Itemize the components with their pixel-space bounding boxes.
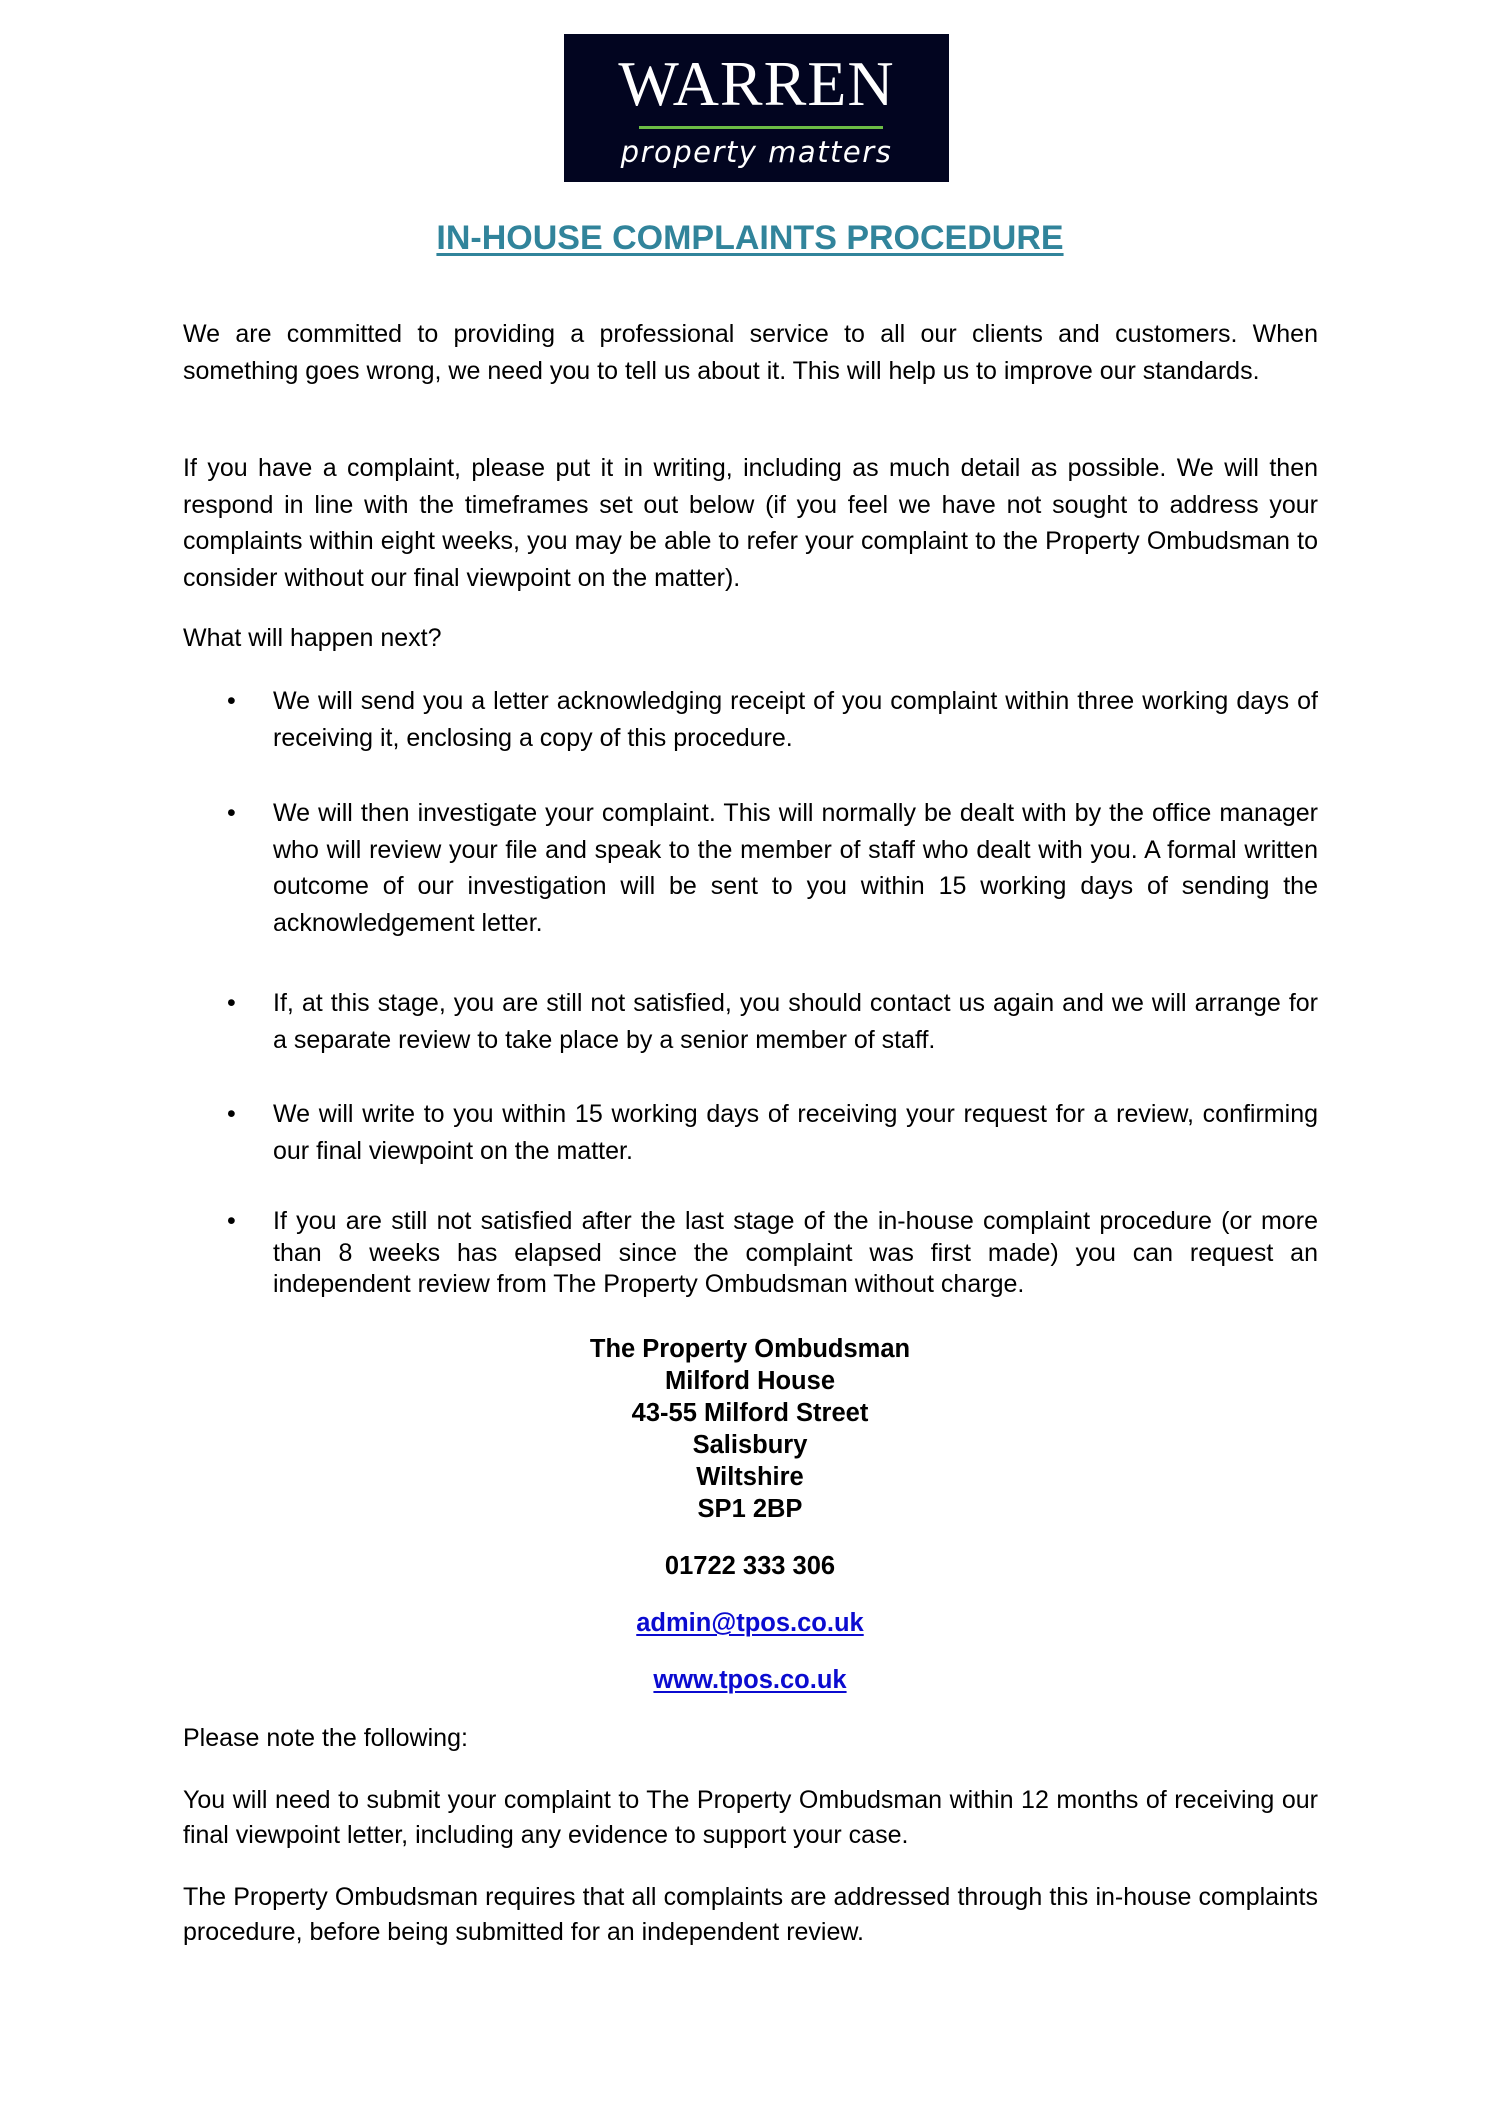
address-line: The Property Ombudsman (589, 1335, 911, 1363)
step-text: If, at this stage, you are still not satisfied, you should contact us again and we will arrange for a separate review to take place by a senior member of staff. (273, 989, 1318, 1054)
logo-tagline: property matters (620, 135, 893, 169)
step-text: If you are still not satisfied after the last stage of the in-house complaint procedure (or more than 8 weeks has elapsed since the complaint was first made) you can request an independent review from The Property Ombudsman without charge. (273, 1207, 1318, 1298)
ombudsman-email-row (0, 1607, 1500, 1639)
ombudsman-website-row (0, 1664, 1500, 1696)
step-text: We will write to you within 15 working days of receiving your request for a review, confirming our final viewpoint on the matter. (273, 1100, 1318, 1165)
step-text: We will then investigate your complaint. This will normally be dealt with by the office manager who will review your file and speak to the member of staff who dealt with you. A formal written outcome of our investigation will be sent to you within 15 working days of sending the acknowledgement letter. (273, 799, 1318, 937)
note-paragraph-1: You will need to submit your complaint to The Property Ombudsman within 12 months of receiving our final viewpoint letter, including any evidence to support your case. (183, 1786, 1318, 1849)
address-line: 43-55 Milford Street (631, 1399, 869, 1427)
note-paragraph-2: The Property Ombudsman requires that all complaints are addressed through this in-house complaints procedure, before being submitted for an independent review. (183, 1883, 1318, 1946)
page-title: IN-HOUSE COMPLAINTS PROCEDURE (436, 219, 1064, 257)
bullet-icon: • (227, 799, 236, 827)
intro-paragraph-2: If you have a complaint, please put it in writing, including as much detail as possible. We will then respond in line with the timeframes set out below (if you feel we have not sought to address your complaints within eight weeks, you may be able to refer your complaint to the Property Ombudsman to consider without our final viewpoint on the matter). (183, 454, 1318, 592)
ombudsman-phone: 01722 333 306 (664, 1552, 836, 1580)
company-logo (564, 34, 949, 182)
address-line: Milford House (665, 1367, 835, 1395)
step-text: We will send you a letter acknowledging receipt of you complaint within three working days of receiving it, enclosing a copy of this procedure. (273, 687, 1318, 752)
bullet-icon: • (227, 989, 236, 1017)
step-item-1 (227, 683, 1318, 756)
address-line: Salisbury (692, 1431, 808, 1459)
notes-heading: Please note the following: (183, 1724, 468, 1752)
bullet-icon: • (227, 1207, 236, 1235)
next-steps-heading: What will happen next? (183, 624, 442, 652)
address-line: SP1 2BP (697, 1495, 803, 1523)
logo-wordmark: WARREN (618, 48, 895, 119)
step-item-3 (227, 985, 1318, 1058)
address-line: Wiltshire (696, 1463, 804, 1491)
bullet-icon: • (227, 687, 236, 715)
step-item-5 (227, 1206, 1318, 1301)
intro-paragraph-1: We are committed to providing a professional service to all our clients and customers. When something goes wrong, we need you to tell us about it. This will help us to improve our standards. (183, 320, 1318, 385)
step-item-2 (227, 795, 1318, 941)
ombudsman-phone-row (0, 1550, 1500, 1582)
bullet-icon: • (227, 1100, 236, 1128)
ombudsman-email-link[interactable]: admin@tpos.co.uk (636, 1609, 864, 1637)
ombudsman-website-link[interactable]: www.tpos.co.uk (653, 1666, 847, 1694)
step-item-4 (227, 1096, 1318, 1169)
logo-divider (639, 126, 883, 129)
ombudsman-address (0, 1333, 1500, 1525)
